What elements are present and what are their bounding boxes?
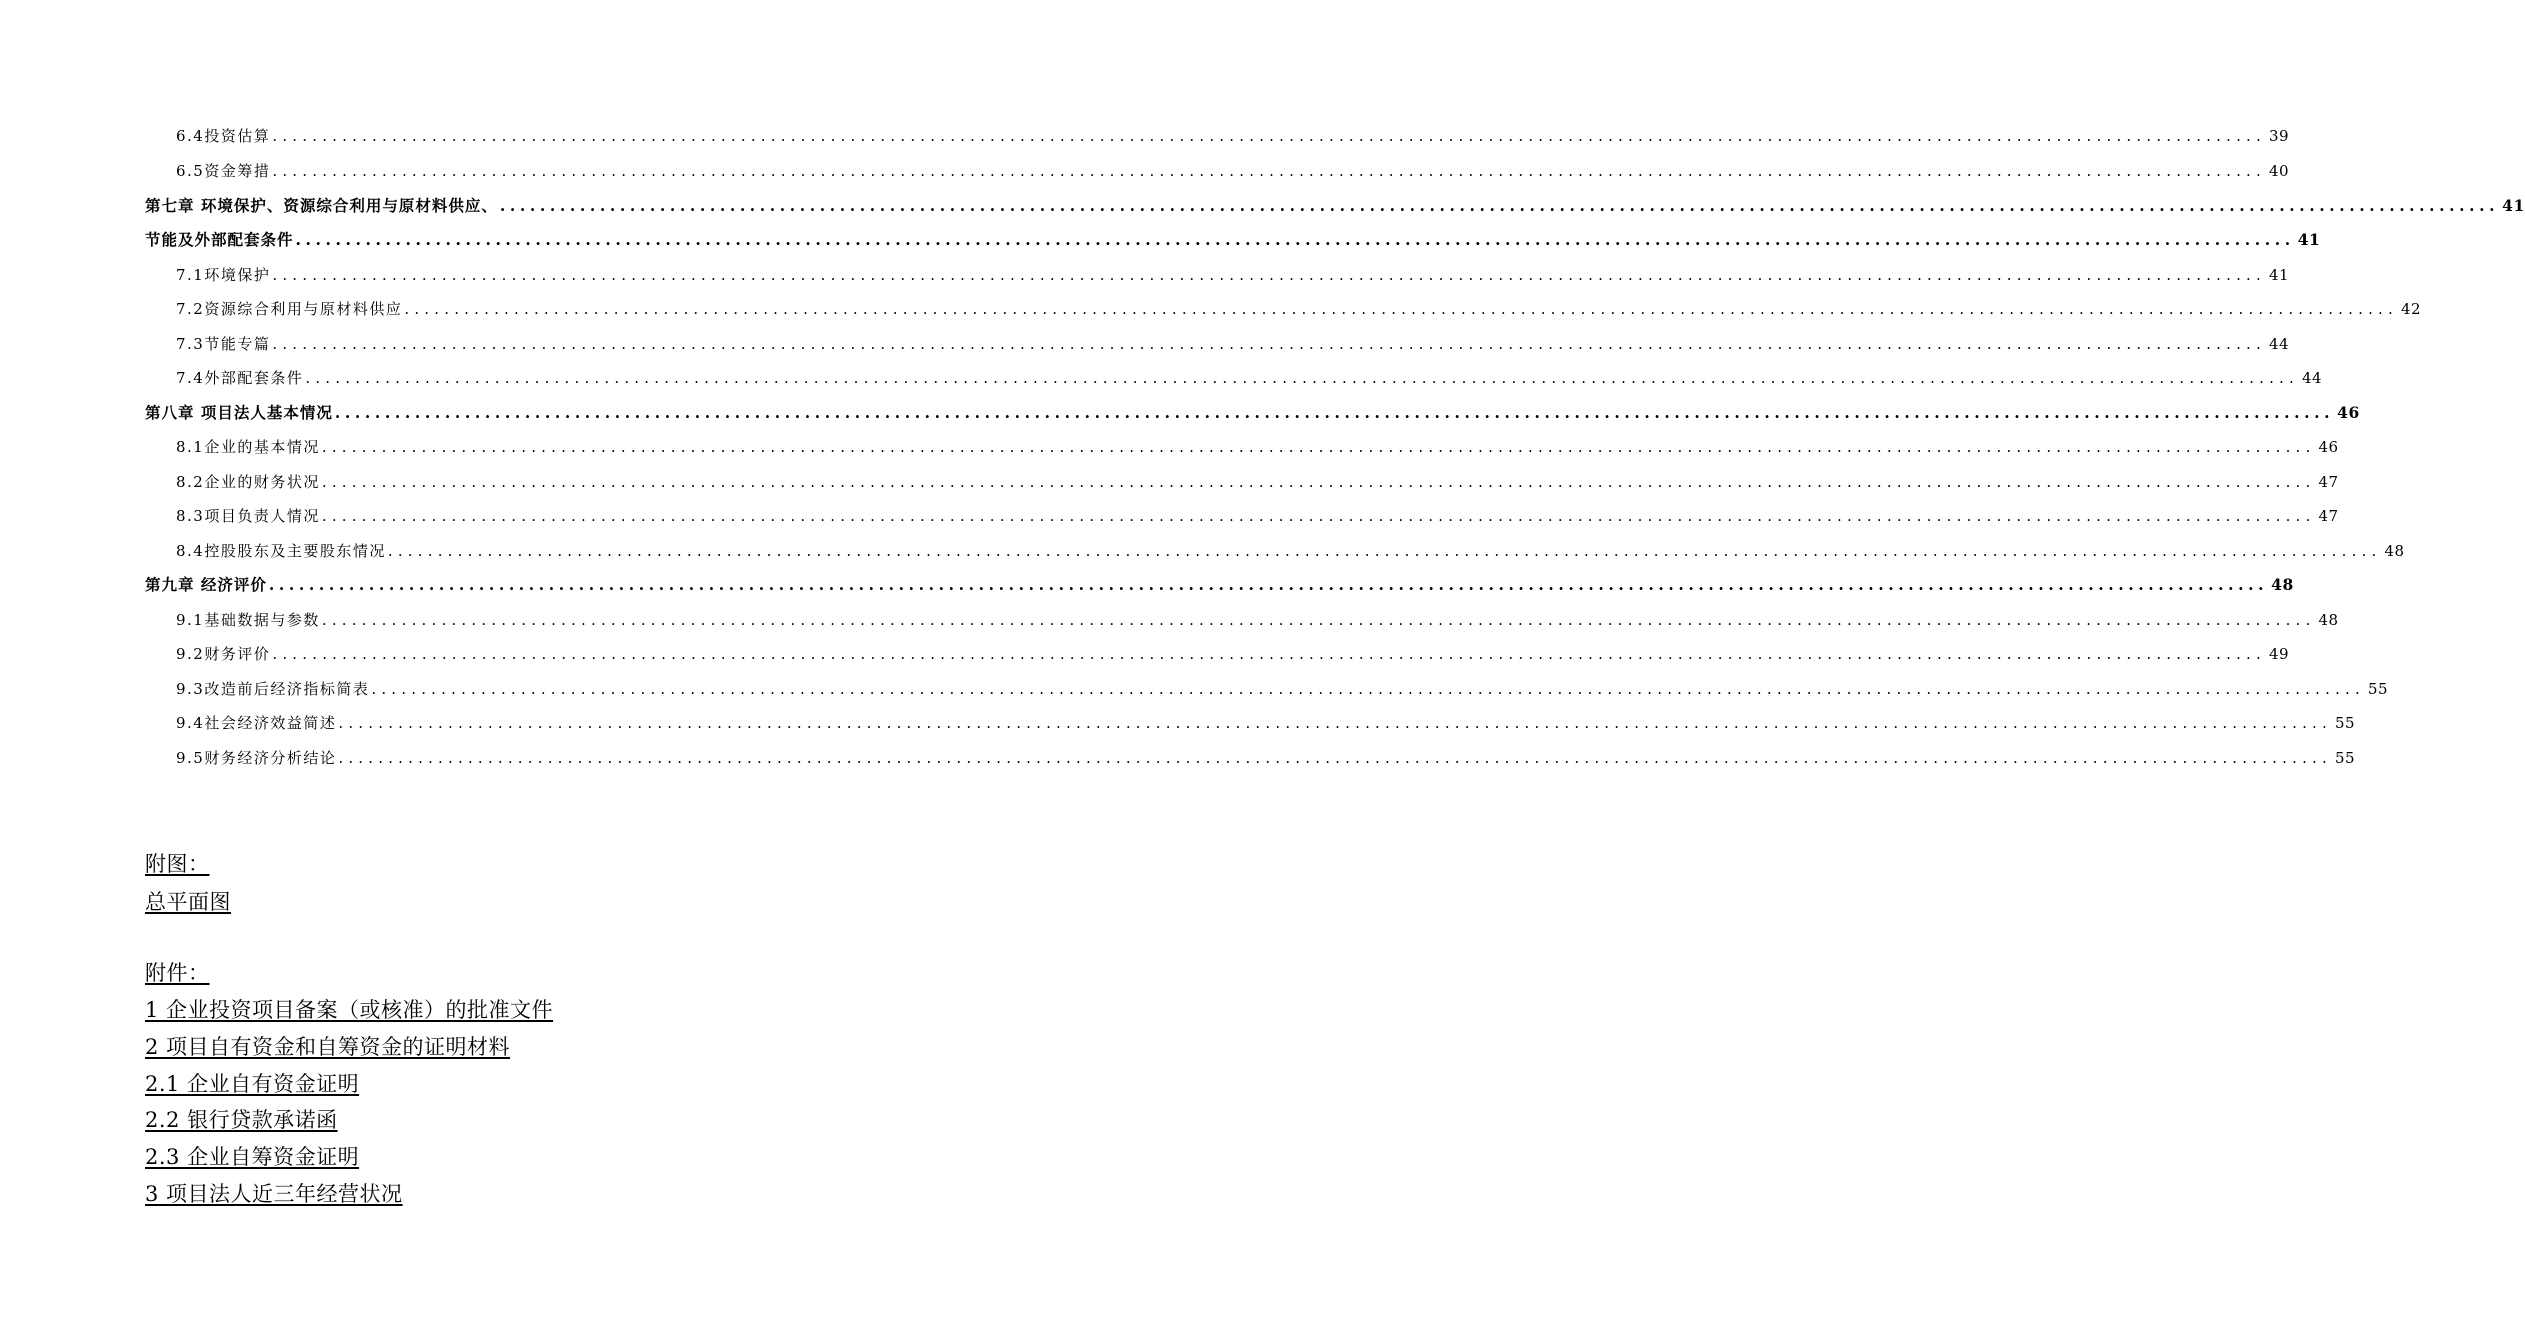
toc-entry-page: 48 bbox=[2271, 575, 2294, 594]
toc-entry-title: 8.2企业的财务状况 bbox=[176, 473, 320, 491]
attachment-link[interactable]: 2.3 企业自筹资金证明 bbox=[145, 1145, 360, 1169]
toc-leader-dots: ........................................................................................................................................................................................................ bbox=[338, 714, 2332, 732]
toc-entry[interactable] bbox=[176, 124, 2290, 148]
toc-leader-dots: ........................................................................................................................................................................................................ bbox=[295, 230, 2295, 249]
toc-leader-dots: ........................................................................................................................................................................................................ bbox=[334, 403, 2335, 422]
attachments-heading: 附件： bbox=[145, 961, 210, 985]
toc-entry[interactable] bbox=[176, 297, 2422, 321]
toc-chapter-entry[interactable] bbox=[145, 401, 2360, 425]
toc-entry[interactable] bbox=[176, 642, 2290, 666]
toc-entry-page: 55 bbox=[2334, 749, 2356, 767]
toc-entry-page: 47 bbox=[2318, 473, 2339, 491]
toc-leader-dots: ........................................................................................................................................................................................................ bbox=[499, 196, 2500, 215]
attachment-link[interactable]: 1 企业投资项目备案（或核准）的批准文件 bbox=[145, 998, 554, 1022]
toc-entry[interactable] bbox=[176, 539, 2405, 563]
toc-entry-title: 9.2财务评价 bbox=[176, 645, 271, 663]
toc-entry-title: 8.4控股股东及主要股东情况 bbox=[176, 542, 386, 560]
toc-entry[interactable] bbox=[176, 470, 2339, 494]
toc-entry-page: 42 bbox=[2400, 300, 2422, 318]
toc-entry-title: 9.1基础数据与参数 bbox=[176, 611, 320, 629]
toc-leader-dots: ........................................................................................................................................................................................................ bbox=[404, 300, 2398, 318]
toc-entry-page: 48 bbox=[2318, 611, 2339, 629]
toc-leader-dots: ........................................................................................................................................................................................................ bbox=[305, 369, 2299, 387]
toc-entry-title: 7.1环境保护 bbox=[176, 266, 271, 284]
toc-entry-title: 7.2资源综合利用与原材料供应 bbox=[176, 300, 403, 318]
toc-entry-title: 第七章 环境保护、资源综合利用与原材料供应、 bbox=[145, 196, 498, 215]
toc-entry[interactable] bbox=[176, 504, 2339, 528]
toc-entry[interactable] bbox=[176, 711, 2356, 735]
toc-entry[interactable] bbox=[176, 608, 2339, 632]
toc-entry[interactable] bbox=[176, 159, 2290, 183]
toc-entry[interactable] bbox=[176, 677, 2389, 701]
toc-entry-page: 44 bbox=[2268, 335, 2290, 353]
toc-entry-page: 55 bbox=[2367, 680, 2389, 698]
toc-entry-page: 41 bbox=[2297, 230, 2321, 249]
toc-entry-title: 9.4社会经济效益简述 bbox=[176, 714, 337, 732]
toc-entry[interactable] bbox=[176, 435, 2339, 459]
toc-entry[interactable] bbox=[176, 746, 2356, 770]
toc-entry-title: 7.4外部配套条件 bbox=[176, 369, 304, 387]
toc-entry-page: 49 bbox=[2268, 645, 2290, 663]
toc-leader-dots: ........................................................................................................................................................................................................ bbox=[268, 575, 2269, 594]
toc-entry-page: 55 bbox=[2334, 714, 2356, 732]
toc-leader-dots: ........................................................................................................................................................................................................ bbox=[371, 680, 2365, 698]
toc-leader-dots: ........................................................................................................................................................................................................ bbox=[272, 162, 2266, 180]
toc-entry-title: 9.5财务经济分析结论 bbox=[176, 749, 337, 767]
toc-entry-title: 8.3项目负责人情况 bbox=[176, 507, 320, 525]
toc-entry[interactable] bbox=[176, 366, 2323, 390]
toc-entry-title: 9.3改造前后经济指标简表 bbox=[176, 680, 370, 698]
toc-entry-page: 41 bbox=[2502, 196, 2525, 215]
toc-chapter-entry[interactable] bbox=[145, 228, 2321, 252]
toc-entry[interactable] bbox=[176, 263, 2290, 287]
toc-entry-page: 41 bbox=[2268, 266, 2290, 284]
toc-leader-dots: ........................................................................................................................................................................................................ bbox=[338, 749, 2332, 767]
figure-link-site-plan[interactable]: 总平面图 bbox=[145, 890, 231, 914]
attachment-link[interactable]: 2.1 企业自有资金证明 bbox=[145, 1072, 360, 1096]
attachment-link[interactable]: 2.2 银行贷款承诺函 bbox=[145, 1108, 338, 1132]
toc-leader-dots: ........................................................................................................................................................................................................ bbox=[387, 542, 2382, 560]
figures-heading: 附图： bbox=[145, 852, 210, 876]
toc-entry-title: 第九章 经济评价 bbox=[145, 575, 267, 594]
toc-entry-page: 44 bbox=[2301, 369, 2323, 387]
toc-entry-page: 46 bbox=[2318, 438, 2339, 456]
toc-chapter-entry[interactable] bbox=[145, 194, 2525, 218]
toc-leader-dots: ........................................................................................................................................................................................................ bbox=[272, 335, 2266, 353]
toc-leader-dots: ........................................................................................................................................................................................................ bbox=[321, 507, 2316, 525]
toc-leader-dots: ........................................................................................................................................................................................................ bbox=[272, 127, 2266, 145]
toc-entry-page: 39 bbox=[2268, 127, 2290, 145]
toc-entry-title: 6.4投资估算 bbox=[176, 127, 271, 145]
attachment-link[interactable]: 2 项目自有资金和自筹资金的证明材料 bbox=[145, 1035, 511, 1059]
toc-entry[interactable] bbox=[176, 332, 2290, 356]
toc-chapter-entry[interactable] bbox=[145, 573, 2294, 597]
toc-entry-title: 8.1企业的基本情况 bbox=[176, 438, 320, 456]
toc-entry-title: 6.5资金筹措 bbox=[176, 162, 271, 180]
toc-entry-page: 47 bbox=[2318, 507, 2339, 525]
toc-leader-dots: ........................................................................................................................................................................................................ bbox=[321, 611, 2316, 629]
toc-entry-title: 节能及外部配套条件 bbox=[145, 230, 294, 249]
toc-leader-dots: ........................................................................................................................................................................................................ bbox=[272, 645, 2266, 663]
toc-entry-page: 48 bbox=[2384, 542, 2405, 560]
toc-leader-dots: ........................................................................................................................................................................................................ bbox=[321, 473, 2316, 491]
attachment-link[interactable]: 3 项目法人近三年经营状况 bbox=[145, 1182, 403, 1206]
toc-leader-dots: ........................................................................................................................................................................................................ bbox=[272, 266, 2266, 284]
toc-entry-title: 第八章 项目法人基本情况 bbox=[145, 403, 333, 422]
toc-leader-dots: ........................................................................................................................................................................................................ bbox=[321, 438, 2316, 456]
toc-entry-title: 7.3节能专篇 bbox=[176, 335, 271, 353]
toc-entry-page: 46 bbox=[2337, 403, 2360, 422]
toc-entry-page: 40 bbox=[2268, 162, 2290, 180]
